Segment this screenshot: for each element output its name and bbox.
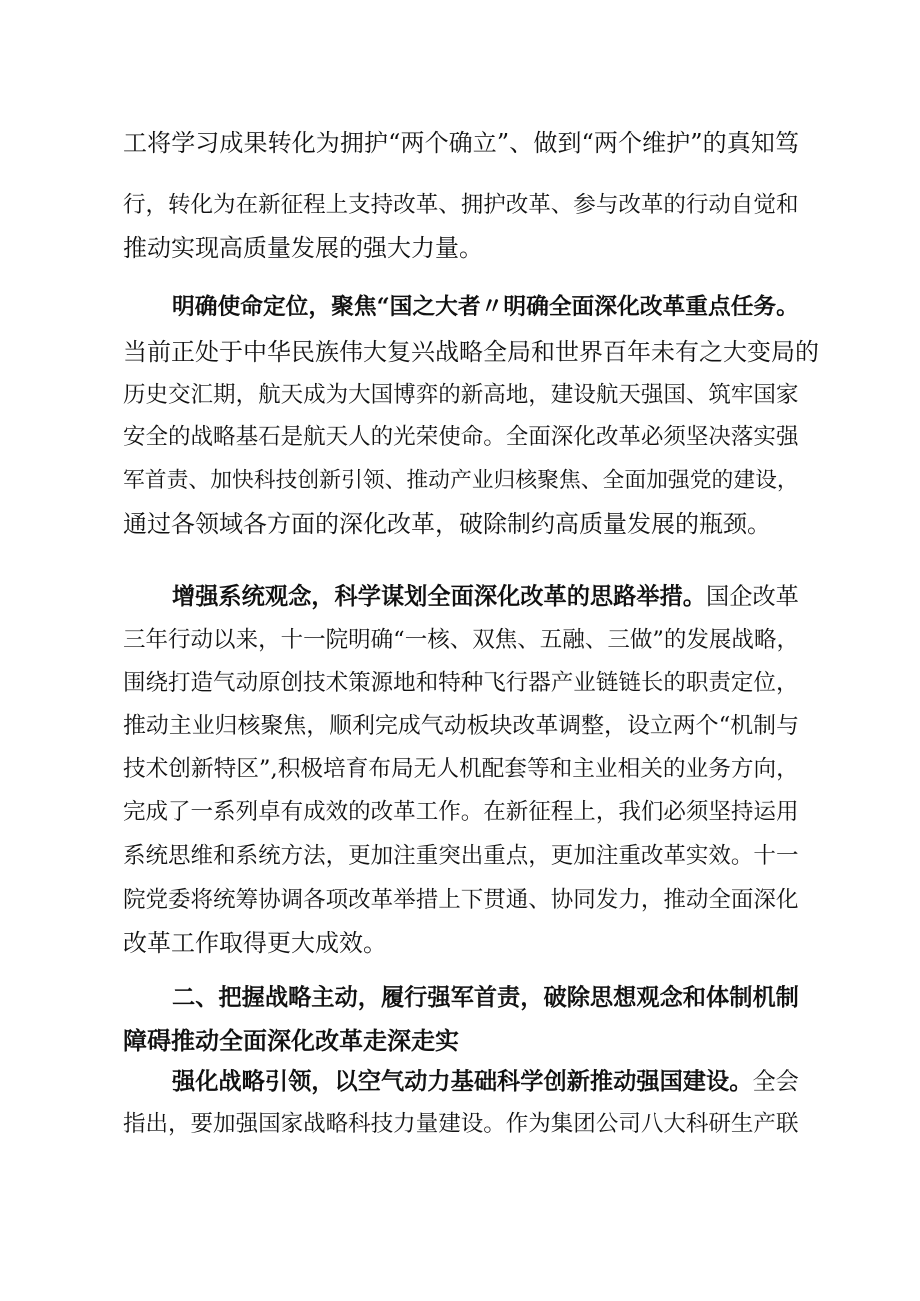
text-line [123, 223, 823, 273]
text-line [172, 282, 799, 332]
body-text: 技术创新特区”,积极培育布局无人机配套等和主业相关的业务方向， [123, 756, 799, 782]
body-text: 历史交汇期，航天成为大国博弈的新高地，建设航天强国、筑牢国家 [123, 382, 799, 408]
text-line [123, 118, 799, 168]
body-text: 推动实现高质量发展的强大力量。 [123, 234, 483, 262]
body-text: 指出，要加强国家战略科技力量建设。作为集团公司八大科研生产联 [123, 1111, 799, 1137]
body-text: 院党委将统筹协调各项改革举措上下贯通、协同发力，推动全面深化 [123, 887, 799, 913]
body-text: 三年行动以来，十一院明确“一核、双焦、五融、三做”的发展战略， [123, 627, 799, 653]
text-line [123, 918, 823, 968]
body-text: 国企改革 [706, 583, 799, 610]
body-text: 完成了一系列卓有成效的改革工作。在新征程上，我们必须坚持运用 [123, 799, 799, 825]
bold-heading-text: 二、把握战略主动，履行强军首责，破除思想观念和体制机制 [172, 984, 799, 1011]
text-line [123, 787, 799, 837]
body-text: 军首责、加快科技创新引领、推动产业归核聚焦、全面加强党的建设， [123, 468, 799, 493]
body-text: 全会 [752, 1068, 799, 1095]
bold-heading-text: 增强系统观念，科学谋划全面深化改革的思路举措。 [172, 583, 707, 610]
body-text: 行，转化为在新征程上支持改革、拥护改革、参与改革的行动自觉和 [123, 192, 799, 218]
body-text: 工将学习成果转化为拥护“两个确立”、做到“两个维护”的真知笃 [123, 129, 800, 157]
bold-heading-text: 强化战略引领，以空气动力基础科学创新推动强国建设。 [172, 1068, 753, 1095]
body-text: 系统思维和系统方法，更加注重突出重点，更加注重改革实效。十一 [123, 843, 799, 869]
bold-heading-text: 障碍推动全面深化改革走深走实 [123, 1026, 459, 1055]
body-text: 通过各领域各方面的深化改革，破除制约高质量发展的瓶颈。 [123, 510, 771, 538]
body-text: 围绕打造气动原创技术策源地和特种飞行器产业链链长的职责定位， [123, 670, 799, 696]
text-line [123, 831, 799, 881]
bold-heading-text: 明确使命定位，聚焦“国之大者〃明确全面深化改革重点任务。 [172, 294, 799, 320]
body-text: 当前正处于中华民族伟大复兴战略全局和世界百年未有之大变局的 [123, 338, 819, 366]
text-line [123, 1099, 799, 1149]
body-text: 推动主业归核聚焦，顺利完成气动板块改革调整，设立两个“机制与 [123, 713, 799, 739]
body-text: 改革工作取得更大成效。 [123, 929, 387, 957]
text-line [123, 412, 799, 462]
text-line [123, 499, 823, 549]
body-text: 安全的战略基石是航天人的光荣使命。全面深化改革必须坚决落实强 [123, 424, 799, 450]
